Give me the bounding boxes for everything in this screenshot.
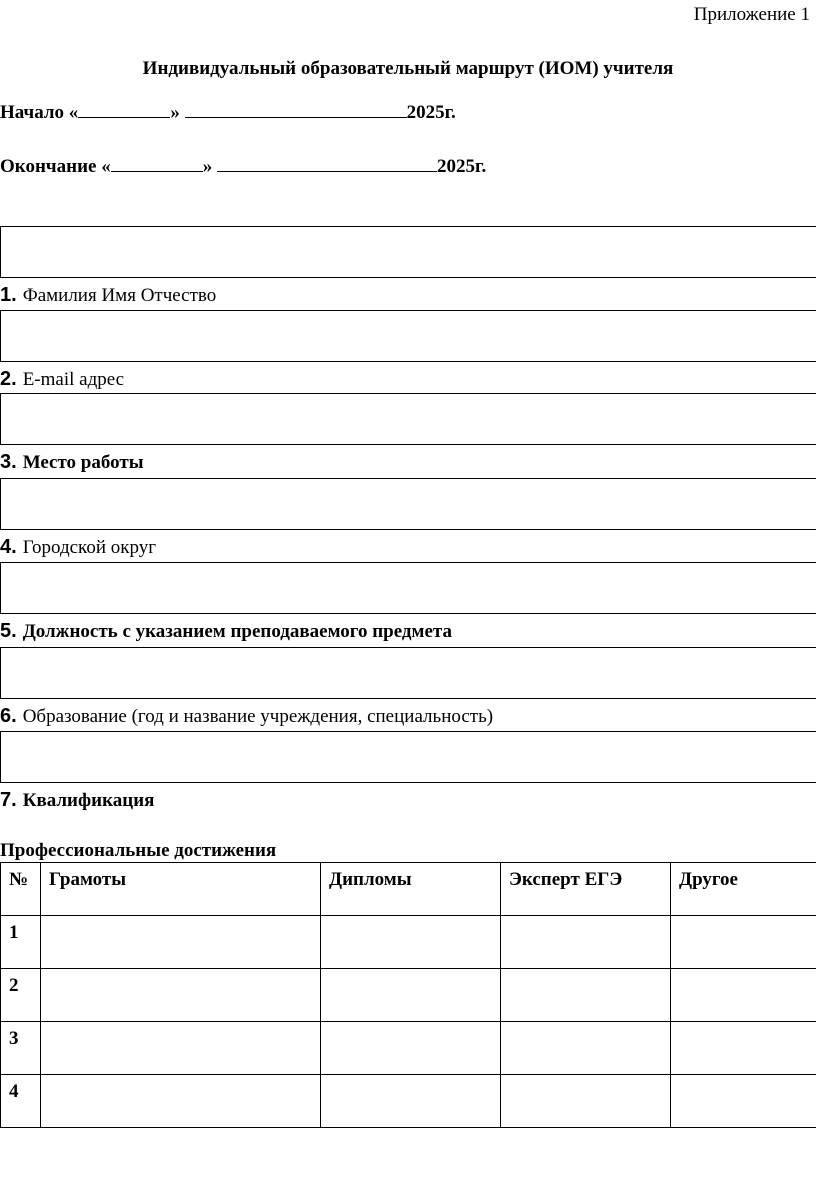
field-label-7 xyxy=(0,789,154,812)
table-cell[interactable] xyxy=(41,916,321,969)
end-day-blank[interactable] xyxy=(111,154,203,172)
field-label-4 xyxy=(0,536,156,559)
column-header-ege-expert: Эксперт ЕГЭ xyxy=(501,863,671,916)
field-box-4[interactable] xyxy=(0,478,816,530)
field-box-7[interactable] xyxy=(0,731,816,783)
table-cell[interactable] xyxy=(501,969,671,1022)
field-text: Место работы xyxy=(22,452,144,473)
table-cell[interactable] xyxy=(671,1075,816,1128)
start-quote-close: » xyxy=(170,102,180,123)
column-header-certificates: Грамоты xyxy=(41,863,321,916)
field-number: 1. xyxy=(0,284,17,306)
field-label-2 xyxy=(0,368,124,391)
start-date-line xyxy=(0,100,456,124)
table-cell[interactable] xyxy=(671,916,816,969)
table-cell[interactable] xyxy=(321,969,501,1022)
table-cell[interactable] xyxy=(321,916,501,969)
start-label: Начало « xyxy=(0,102,79,123)
field-text: Городской округ xyxy=(22,537,157,558)
field-label-6 xyxy=(0,705,493,728)
row-number: 3 xyxy=(1,1022,41,1075)
row-number: 1 xyxy=(1,916,41,969)
field-box-6[interactable] xyxy=(0,647,816,699)
table-cell[interactable] xyxy=(41,1075,321,1128)
field-number: 4. xyxy=(0,536,17,558)
field-label-1 xyxy=(0,284,216,307)
field-box-3[interactable] xyxy=(0,393,816,445)
field-text: E-mail адрес xyxy=(22,369,125,390)
start-day-blank[interactable] xyxy=(78,100,170,118)
row-number: 4 xyxy=(1,1075,41,1128)
table-row xyxy=(1,969,816,1022)
field-number: 7. xyxy=(0,789,17,811)
column-header-other: Другое xyxy=(671,863,816,916)
field-text: Должность с указанием преподаваемого предмета xyxy=(22,621,452,642)
row-number: 2 xyxy=(1,969,41,1022)
field-text: Квалификация xyxy=(22,790,155,811)
end-label: Окончание « xyxy=(0,156,111,177)
table-cell[interactable] xyxy=(501,1022,671,1075)
end-year: 2025г. xyxy=(436,156,487,177)
field-text: Фамилия Имя Отчество xyxy=(22,285,217,306)
end-quote-close: » xyxy=(202,156,213,177)
end-date-line xyxy=(0,154,486,178)
field-label-3 xyxy=(0,451,144,474)
achievements-title: Профессиональные достижения xyxy=(0,840,277,861)
field-box-1[interactable] xyxy=(0,226,816,278)
table-row xyxy=(1,1022,816,1075)
table-cell[interactable] xyxy=(671,969,816,1022)
field-number: 5. xyxy=(0,620,17,642)
table-row xyxy=(1,916,816,969)
end-month-blank[interactable] xyxy=(217,154,437,172)
start-year: 2025г. xyxy=(406,102,456,123)
table-cell[interactable] xyxy=(501,1075,671,1128)
appendix-label: Приложение 1 xyxy=(693,4,810,25)
field-label-5 xyxy=(0,620,452,643)
table-cell[interactable] xyxy=(321,1022,501,1075)
table-cell[interactable] xyxy=(321,1075,501,1128)
field-number: 2. xyxy=(0,368,17,390)
field-box-5[interactable] xyxy=(0,562,816,614)
column-header-diplomas: Дипломы xyxy=(321,863,501,916)
achievements-table xyxy=(0,862,816,1128)
table-row xyxy=(1,1075,816,1128)
table-cell[interactable] xyxy=(41,1022,321,1075)
field-number: 6. xyxy=(0,705,17,727)
table-cell[interactable] xyxy=(41,969,321,1022)
page-title: Индивидуальный образовательный маршрут (ИОМ) учителя xyxy=(142,58,674,79)
field-number: 3. xyxy=(0,451,17,473)
field-box-2[interactable] xyxy=(0,310,816,362)
field-text: Образование (год и название учреждения, специальность) xyxy=(22,706,494,727)
table-cell[interactable] xyxy=(501,916,671,969)
start-month-blank[interactable] xyxy=(185,100,407,118)
table-header-row xyxy=(1,863,816,916)
column-header-number: № xyxy=(1,863,41,916)
table-cell[interactable] xyxy=(671,1022,816,1075)
